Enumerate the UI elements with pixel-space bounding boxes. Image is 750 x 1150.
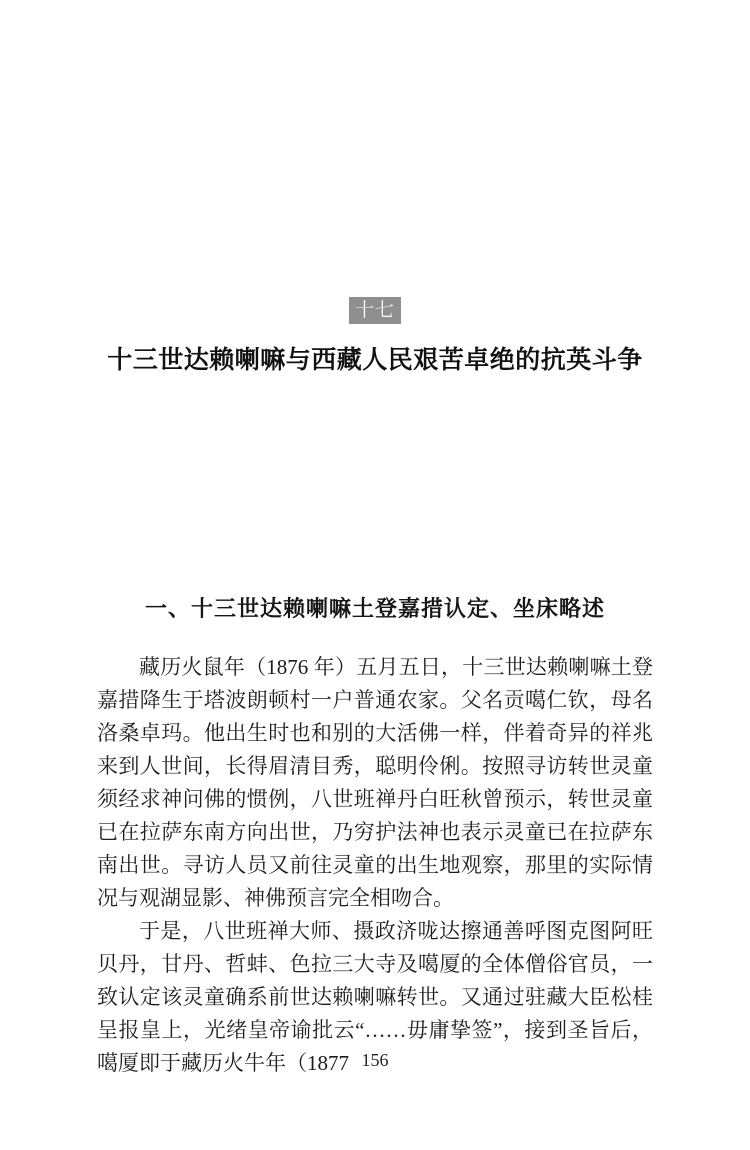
chapter-title: 十三世达赖喇嘛与西藏人民艰苦卓绝的抗英斗争 (107, 347, 643, 374)
page-number: 156 (361, 1050, 389, 1070)
chapter-number: 十七 (354, 300, 396, 321)
section-heading: 一、十三世达赖喇嘛土登嘉措认定、坐床略述 (144, 596, 605, 621)
paragraph-1: 藏历火鼠年（1876 年）五月五日，十三世达赖喇嘛土登嘉措降生于塔波朗顿村一户普通农家。父名贡噶仁钦，母名洛桑卓玛。他出生时也和别的大活佛一样，伴着奇异的祥兆来到人世间，长得眉清目秀，聪明伶俐。按照寻访转世灵童须经求神问佛的惯例，八世班禅丹白旺秋曾预示，转世灵童已在拉萨东南方向出世，乃穷护法神也表示灵童已在拉萨东南出世。寻访人员又前往灵童的出生地观察，那里的实际情况与观湖显影、神佛预言完全相吻合。 (97, 655, 653, 910)
body-text (97, 651, 653, 1080)
chapter-number-badge (349, 297, 401, 324)
paragraph-2: 于是，八世班禅大师、摄政济咙达擦通善呼图克图阿旺贝丹，甘丹、哲蚌、色拉三大寺及噶厦的全体僧俗官员，一致认定该灵童确系前世达赖喇嘛转世。又通过驻藏大臣松桂呈报皇上，光绪皇帝谕批云“……毋庸挚签”，接到圣旨后，噶厦即于藏历火牛年（1877 (97, 919, 653, 1075)
